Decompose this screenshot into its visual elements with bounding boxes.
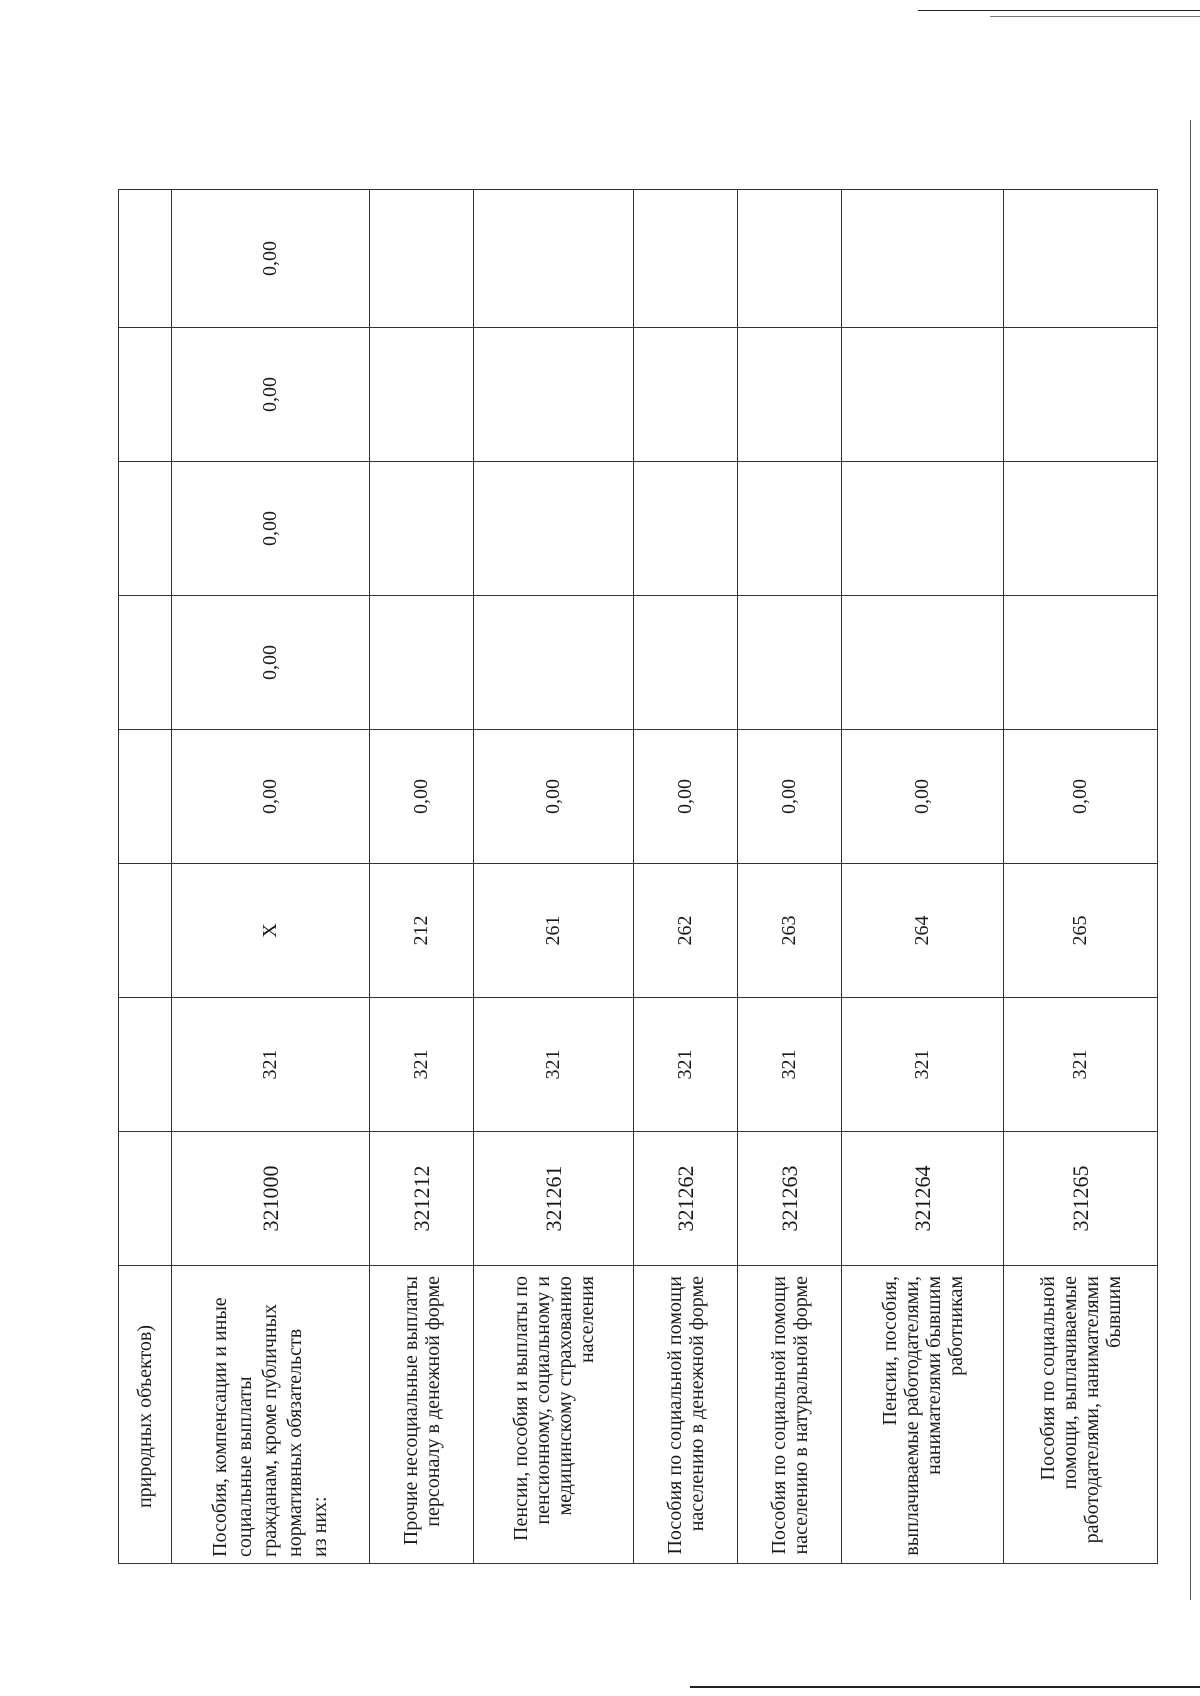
cell-value: 0,00 xyxy=(172,328,370,462)
cell-code: 321263 xyxy=(738,1132,842,1266)
rotated-page-area xyxy=(118,190,1148,1564)
cell-empty xyxy=(119,730,172,864)
cell-kosgu: 212 xyxy=(370,864,474,998)
cell-empty xyxy=(119,462,172,596)
cell-value xyxy=(1004,462,1158,596)
cell-value xyxy=(1004,190,1158,328)
cell-value: 0,00 xyxy=(172,596,370,730)
cell-kosgu: 263 xyxy=(738,864,842,998)
cell-value: 0,00 xyxy=(172,730,370,864)
cell-value xyxy=(842,596,1004,730)
cell-empty xyxy=(119,1132,172,1266)
cell-value: 0,00 xyxy=(1004,730,1158,864)
cell-name: Пенсии, пособия, выплачиваемые работодателями, нанимателями бывшим работникам xyxy=(842,1266,1004,1564)
cell-value: 0,00 xyxy=(370,730,474,864)
table-row xyxy=(738,190,842,1564)
table-row xyxy=(842,190,1004,1564)
cell-value xyxy=(842,462,1004,596)
table-row xyxy=(172,190,370,1564)
cell-code: 321212 xyxy=(370,1132,474,1266)
cell-kvr: 321 xyxy=(1004,998,1158,1132)
budget-table xyxy=(118,189,1158,1564)
cell-value xyxy=(634,190,738,328)
cell-value xyxy=(370,328,474,462)
cell-value: 0,00 xyxy=(634,730,738,864)
cell-value xyxy=(738,190,842,328)
cell-name: Пособия, компенсации и иные социальные выплаты гражданам, кроме публичных нормативных обязательств из них: xyxy=(172,1266,370,1564)
cell-kosgu: X xyxy=(172,864,370,998)
scan-edge-right xyxy=(1190,120,1191,1600)
table-row xyxy=(634,190,738,1564)
cell-value xyxy=(634,596,738,730)
table-row xyxy=(1004,190,1158,1564)
cell-value: 0,00 xyxy=(172,462,370,596)
cell-code: 321265 xyxy=(1004,1132,1158,1266)
cell-empty xyxy=(119,596,172,730)
cell-kvr: 321 xyxy=(370,998,474,1132)
cell-kvr: 321 xyxy=(634,998,738,1132)
table-row xyxy=(370,190,474,1564)
cell-code: 321000 xyxy=(172,1132,370,1266)
cell-code: 321261 xyxy=(474,1132,634,1266)
cell-kosgu: 265 xyxy=(1004,864,1158,998)
cell-code: 321262 xyxy=(634,1132,738,1266)
table-row-header xyxy=(119,190,172,1564)
cell-kosgu: 262 xyxy=(634,864,738,998)
cell-value xyxy=(738,462,842,596)
cell-kvr: 321 xyxy=(172,998,370,1132)
cell-value xyxy=(474,462,634,596)
cell-value xyxy=(474,328,634,462)
cell-value xyxy=(738,596,842,730)
cell-empty xyxy=(119,190,172,328)
cell-value xyxy=(634,462,738,596)
cell-value: 0,00 xyxy=(474,730,634,864)
cell-value xyxy=(370,462,474,596)
scan-edge-bottom xyxy=(690,1686,1200,1688)
cell-kosgu: 264 xyxy=(842,864,1004,998)
cell-kvr: 321 xyxy=(842,998,1004,1132)
scan-edge-top-2 xyxy=(990,16,1200,17)
cell-kvr: 321 xyxy=(738,998,842,1132)
cell-name: Пособия по социальной помощи населению в натуральной форме xyxy=(738,1266,842,1564)
cell-kvr: 321 xyxy=(474,998,634,1132)
table-row xyxy=(474,190,634,1564)
cell-value: 0,00 xyxy=(738,730,842,864)
cell-value xyxy=(842,190,1004,328)
cell-code: 321264 xyxy=(842,1132,1004,1266)
cell-value xyxy=(1004,328,1158,462)
cell-header-fragment: природных объектов) xyxy=(119,1266,172,1564)
cell-value xyxy=(474,596,634,730)
scan-edge-top xyxy=(918,10,1200,11)
cell-name: Пособия по социальной помощи, выплачиваемые работодателями, нанимателями бывшим xyxy=(1004,1266,1158,1564)
cell-value xyxy=(738,328,842,462)
cell-value: 0,00 xyxy=(172,190,370,328)
cell-name: Пенсии, пособия и выплаты по пенсионному, социальному и медицинскому страхованию населения xyxy=(474,1266,634,1564)
cell-name: Прочие несоциальные выплаты персоналу в денежной форме xyxy=(370,1266,474,1564)
cell-value xyxy=(842,328,1004,462)
cell-empty xyxy=(119,998,172,1132)
cell-value xyxy=(370,190,474,328)
cell-value xyxy=(474,190,634,328)
cell-empty xyxy=(119,864,172,998)
rotated-table-container xyxy=(118,190,1148,1564)
cell-value xyxy=(370,596,474,730)
cell-value xyxy=(1004,596,1158,730)
cell-empty xyxy=(119,328,172,462)
cell-kosgu: 261 xyxy=(474,864,634,998)
cell-value: 0,00 xyxy=(842,730,1004,864)
cell-name: Пособия по социальной помощи населению в денежной форме xyxy=(634,1266,738,1564)
cell-value xyxy=(634,328,738,462)
